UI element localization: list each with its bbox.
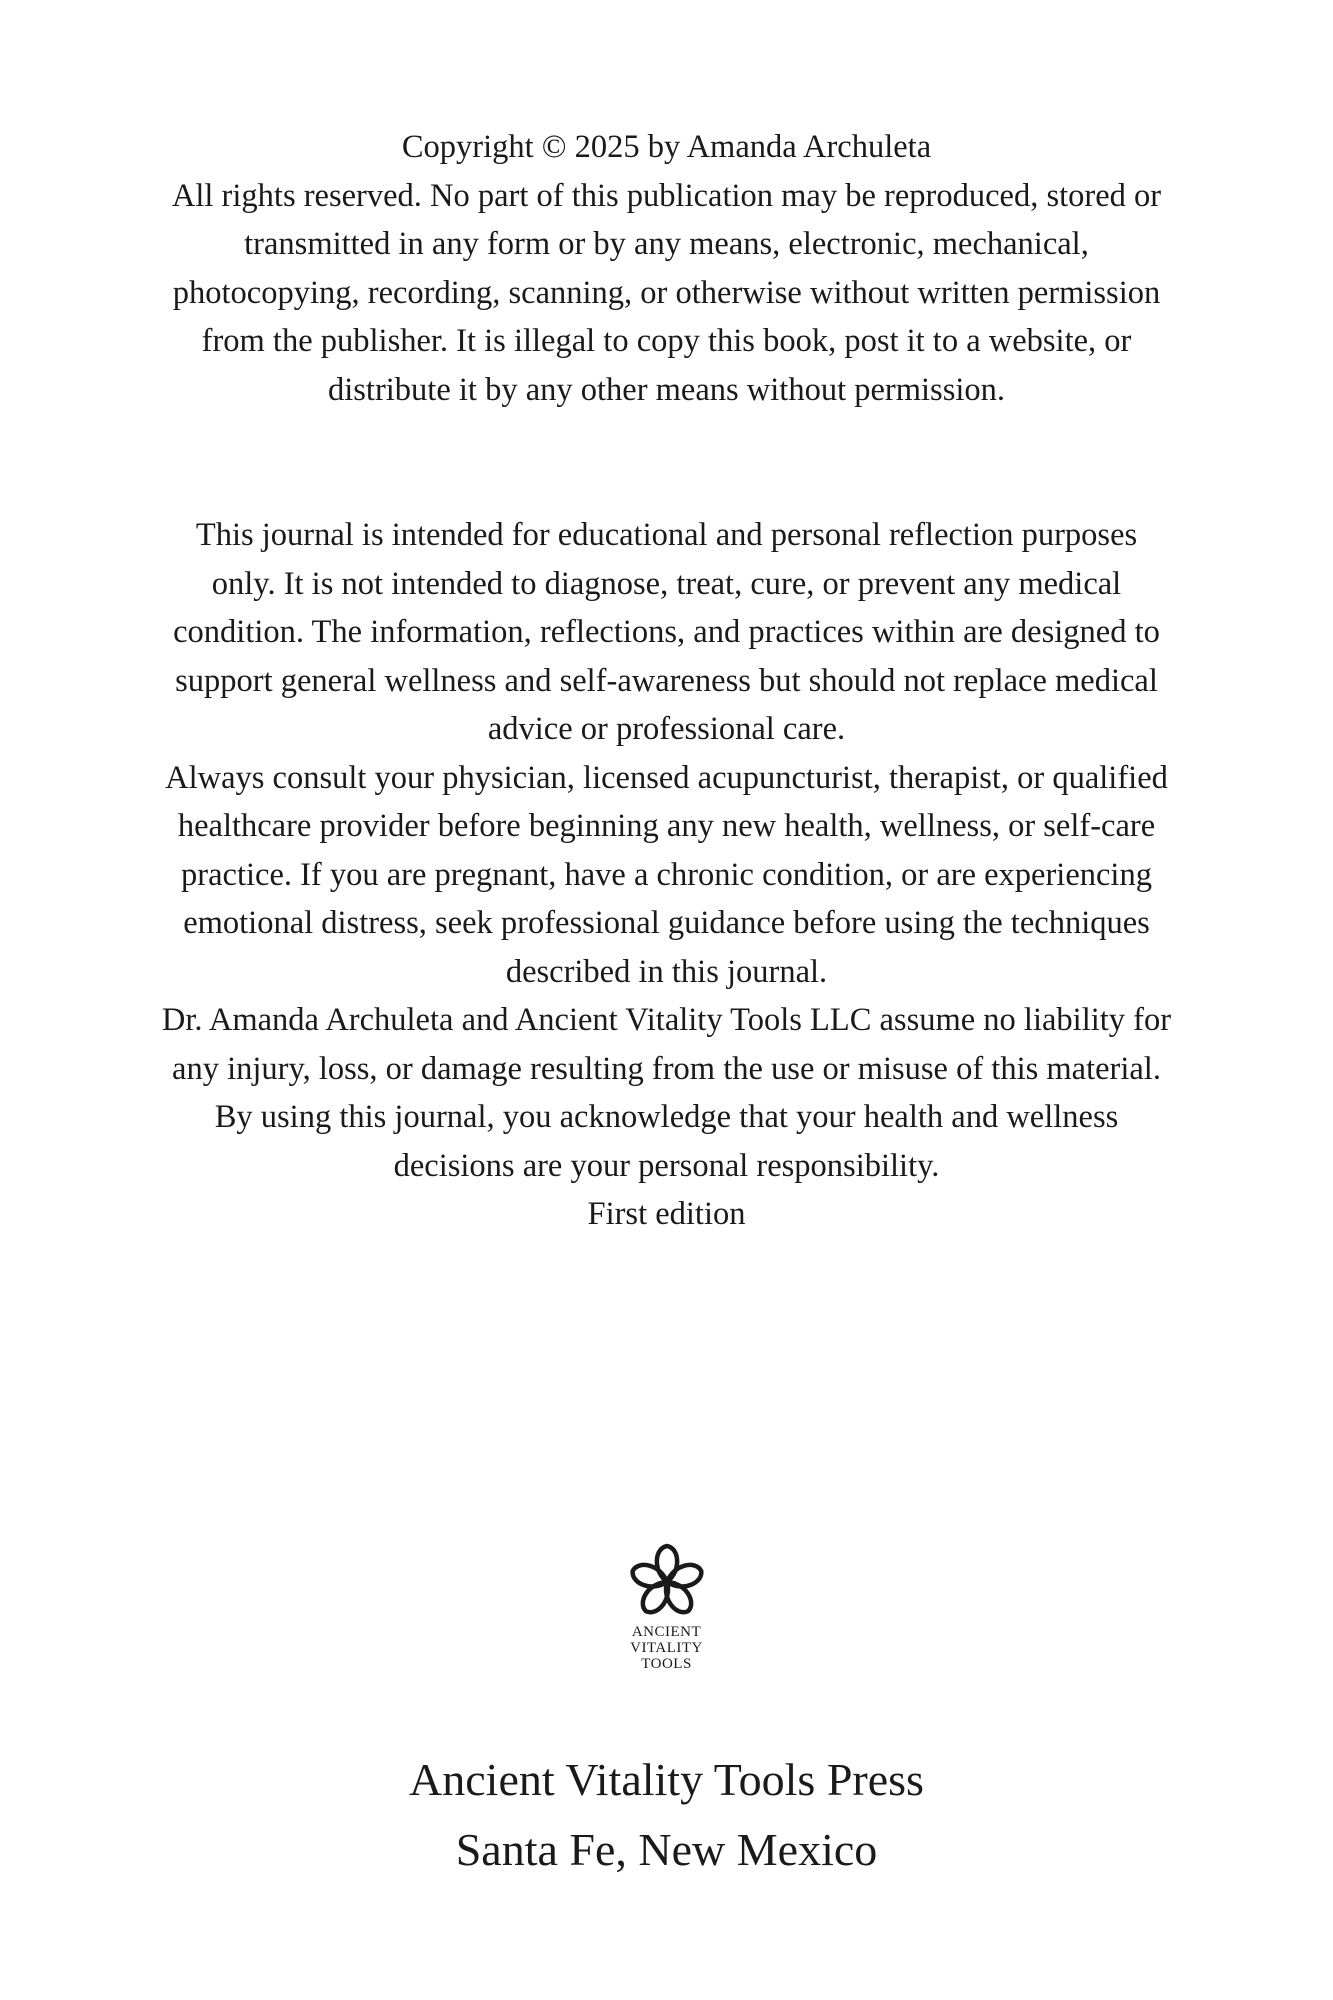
disclaimer-paragraph-1: This journal is intended for educational and personal reflection purposes only. It is not intended to diagnose, treat, cure, or prevent any medical condition. The information, reflections, and practices within are designed to support general wellness and self-awareness but should not replace medical advice or professional care. [173, 517, 1160, 747]
disclaimer-paragraph-2: Always consult your physician, licensed acupuncturist, therapist, or qualified healthcare provider before beginning any new health, wellness, or self-care practice. If you are pregnant, have a chronic condition, or are experiencing emotional distress, seek professional guidance before using the techniques described in this journal. [165, 759, 1168, 990]
copyright-line: Copyright © 2025 by Amanda Archuleta [401, 129, 932, 165]
publisher-block [0, 1745, 1333, 1885]
logo-line-3: TOOLS [641, 1656, 692, 1672]
logo-wordmark [616, 1624, 717, 1672]
disclaimer-section [160, 511, 1173, 1239]
publisher-logo [616, 1540, 717, 1680]
logo-line-2: VITALITY [630, 1640, 703, 1656]
disclaimer-paragraph-3: Dr. Amanda Archuleta and Ancient Vitality Tools LLC assume no liability for any injury, loss, or damage resulting from the use or misuse of this material. By using this journal, you acknowledge that your health and wellness decisions are your personal responsibility. [161, 1002, 1172, 1184]
rights-statement: All rights reserved. No part of this publication may be reproduced, stored or transmitted in any form or by any means, electronic, mechanical, photocopying, recording, scanning, or otherwise without written permission from the publisher. It is illegal to copy this book, post it to a website, or distribute it by any other means without permission. [171, 177, 1162, 408]
publisher-name: Ancient Vitality Tools Press [409, 1754, 924, 1805]
publisher-location: Santa Fe, New Mexico [455, 1824, 878, 1875]
edition-line: First edition [587, 1196, 746, 1232]
copyright-section [160, 123, 1173, 414]
logo-line-1: ANCIENT [631, 1624, 702, 1640]
flower-icon [627, 1540, 707, 1620]
